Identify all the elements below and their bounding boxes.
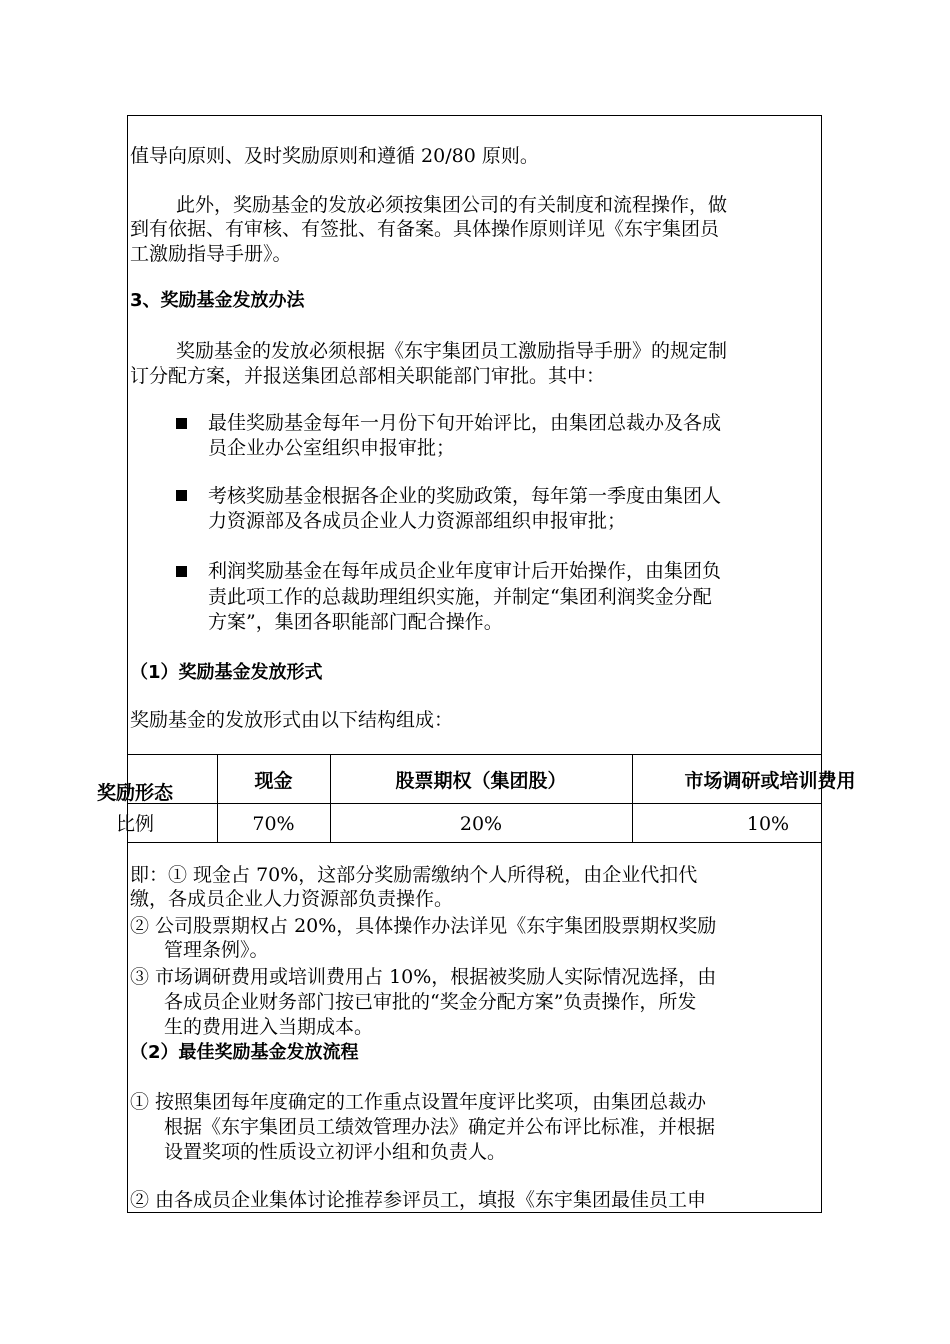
subsection-heading: （2）最佳奖励基金发放流程 bbox=[130, 1042, 359, 1063]
table-header-cell: 股票期权（集团股） bbox=[395, 770, 567, 792]
note-line: ③ 市场调研费用或培训费用占 10%，根据被奖励人实际情况选择，由 bbox=[130, 966, 717, 988]
paragraph-line: 值导向原则、及时奖励原则和遵循 20/80 原则。 bbox=[130, 145, 539, 167]
subsection-heading: （1）奖励基金发放形式 bbox=[130, 662, 323, 683]
step-line: ① 按照集团每年度确定的工作重点设置年度评比奖项，由集团总裁办 bbox=[130, 1091, 707, 1113]
note-line: 生的费用进入当期成本。 bbox=[164, 1016, 374, 1038]
square-bullet-icon bbox=[176, 418, 187, 429]
table-cell: 10% bbox=[746, 813, 790, 835]
table-header-cell: 奖励形态 bbox=[96, 782, 173, 804]
note-line: 即：① 现金占 70%，这部分奖励需缴纳个人所得税，由企业代扣代 bbox=[130, 864, 698, 886]
bullet-line: 力资源部及各成员企业人力资源部组织申报审批； bbox=[208, 510, 627, 532]
step-line: 根据《东宇集团员工绩效管理办法》确定并公布评比标准，并根据 bbox=[164, 1116, 716, 1138]
square-bullet-icon bbox=[176, 566, 187, 577]
paragraph-line: 此外，奖励基金的发放必须按集团公司的有关制度和流程操作，做 bbox=[176, 194, 728, 216]
bullet-line: 最佳奖励基金每年一月份下旬开始评比，由集团总裁办及各成 bbox=[208, 412, 722, 434]
paragraph-line: 到有依据、有审核、有签批、有备案。具体操作原则详见《东宇集团员 bbox=[130, 218, 720, 240]
paragraph-line: 工激励指导手册》。 bbox=[130, 243, 292, 265]
step-line: 设置奖项的性质设立初评小组和负责人。 bbox=[164, 1141, 507, 1163]
paragraph-line: 奖励基金的发放必须根据《东宇集团员工激励指导手册》的规定制 bbox=[176, 340, 728, 362]
note-line: 缴，各成员企业人力资源部负责操作。 bbox=[130, 888, 454, 910]
note-line: 管理条例》。 bbox=[164, 939, 269, 961]
table-border bbox=[127, 803, 822, 804]
table-border bbox=[127, 842, 822, 843]
note-line: ② 公司股票期权占 20%，具体操作办法详见《东宇集团股票期权奖励 bbox=[130, 915, 717, 937]
bullet-line: 方案”，集团各职能部门配合操作。 bbox=[208, 611, 503, 633]
table-border bbox=[127, 754, 822, 755]
square-bullet-icon bbox=[176, 490, 187, 501]
bullet-line: 利润奖励基金在每年成员企业年度审计后开始操作，由集团负 bbox=[208, 560, 722, 582]
table-header-cell: 市场调研或培训费用 bbox=[684, 770, 856, 792]
table-header-cell: 现金 bbox=[254, 770, 293, 792]
section-heading: 3、奖励基金发放办法 bbox=[130, 290, 305, 311]
table-cell: 20% bbox=[459, 813, 503, 835]
bullet-line: 员企业办公室组织申报审批； bbox=[208, 437, 456, 459]
paragraph-line: 订分配方案，并报送集团总部相关职能部门审批。其中： bbox=[130, 365, 606, 387]
table-cell: 比例 bbox=[115, 813, 154, 835]
paragraph-line: 奖励基金的发放形式由以下结构组成： bbox=[130, 709, 454, 731]
table-cell: 70% bbox=[252, 813, 295, 835]
bullet-line: 考核奖励基金根据各企业的奖励政策，每年第一季度由集团人 bbox=[208, 485, 722, 507]
bullet-line: 责此项工作的总裁助理组织实施，并制定“集团利润奖金分配 bbox=[208, 586, 712, 608]
note-line: 各成员企业财务部门按已审批的“奖金分配方案”负责操作，所发 bbox=[164, 991, 697, 1013]
step-line: ② 由各成员企业集体讨论推荐参评员工，填报《东宇集团最佳员工申 bbox=[130, 1189, 707, 1211]
